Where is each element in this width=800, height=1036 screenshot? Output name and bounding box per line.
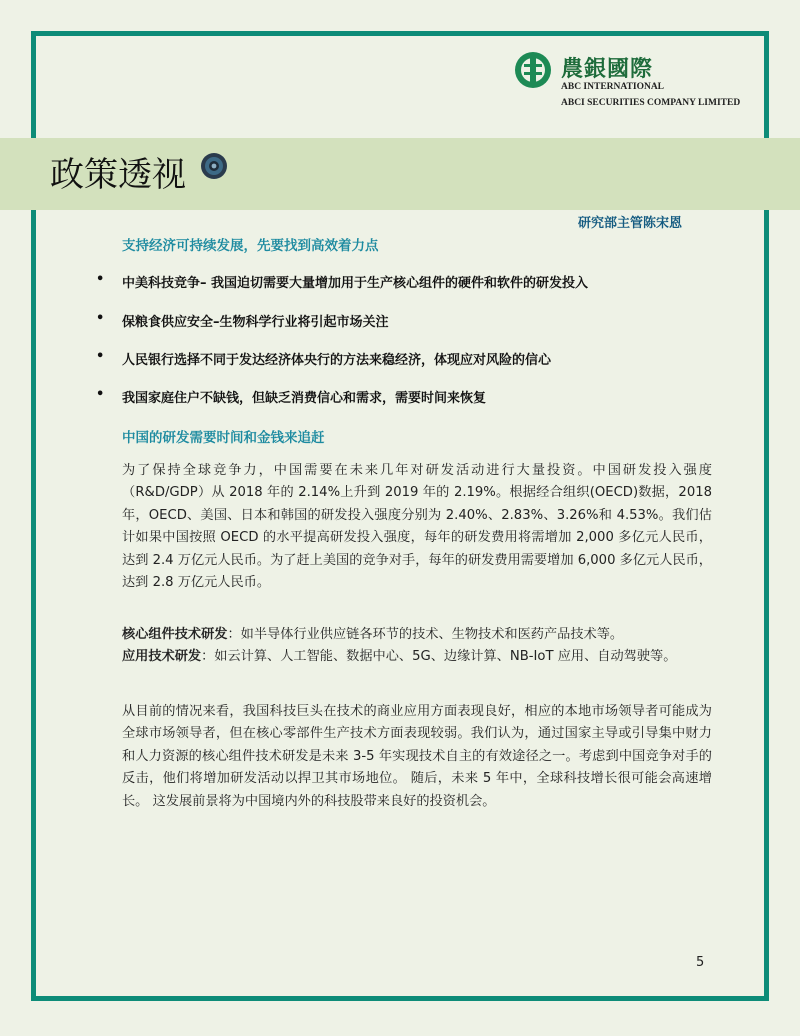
page-number: 5 [696, 955, 705, 970]
logo-chinese-name: 農銀國際 [561, 56, 654, 82]
author-byline: 研究部主管陈宋恩 [578, 216, 683, 231]
logo-english-name: ABC INTERNATIONAL [561, 82, 665, 92]
core-tech-label: 核心组件技术研发 [122, 627, 228, 642]
bullet-icon: • [96, 349, 105, 364]
abc-logo-icon [513, 50, 553, 90]
core-tech-text: ：如半导体行业供应链各环节的技术、生物技术和医药产品技术等。 [227, 627, 624, 642]
company-logo [513, 48, 763, 118]
section-heading: 中国的研发需要时间和金钱来追赶 [122, 430, 325, 446]
app-tech-label: 应用技术研发 [122, 649, 202, 665]
bullet-icon: • [96, 387, 105, 402]
subtitle: 支持经济可持续发展，先要找到高效着力点 [122, 238, 379, 254]
app-tech-text: ：如云计算、人工智能、数据中心、5G、边缘计算、NB-IoT 应用、自动驾驶等。 [201, 649, 677, 665]
lens-icon [200, 152, 228, 180]
paragraph-rd-intensity: 为了保持全球竞争力，中国需要在未来几年对研发活动进行大量投资。中国研发投入强度（R&D/GDP）从 2018 年的 2.14%上升到 2019 年的 2.19%。根据经合组织(OECD)数据，2018 年，OECD、美国、日本和韩国的研发投入强度分别为 2.40%、2.83%、3.26%和 4.53%。我们估计如果中国按照 OECD 的水平提高研发投入强度，每年的研发费用将需增加 2,000 多亿元人民币，达到 2.4 万亿元人民币。为了赶上美国的竞争对手，每年的研发费用需要增加 6,000 多亿元人民币，达到 2.8 万亿元人民币。 [122, 463, 712, 591]
logo-company-name: ABCI SECURITIES COMPANY LIMITED [561, 98, 741, 108]
paragraph-tech-categories [122, 624, 712, 669]
bullet-icon: • [96, 311, 105, 326]
page-title: 政策透视 [50, 155, 186, 195]
paragraph-outlook: 从目前的情况来看，我国科技巨头在技术的商业应用方面表现良好，相应的本地市场领导者可能成为全球市场领导者，但在核心零部件生产技术方面表现较弱。我们认为，通过国家主导或引导集中财力和人力资源的核心组件技术研发是未来 3-5 年实现技术自主的有效途径之一。考虑到中国竞争对手的反击，他们将增加研发活动以捍卫其市场地位。 随后，未来 5 年中，全球科技增长很可能会高速增长。 这发展前景将为中国境内外的科技股带来良好的投资机会。 [122, 704, 712, 809]
bullet-icon: • [96, 272, 105, 287]
